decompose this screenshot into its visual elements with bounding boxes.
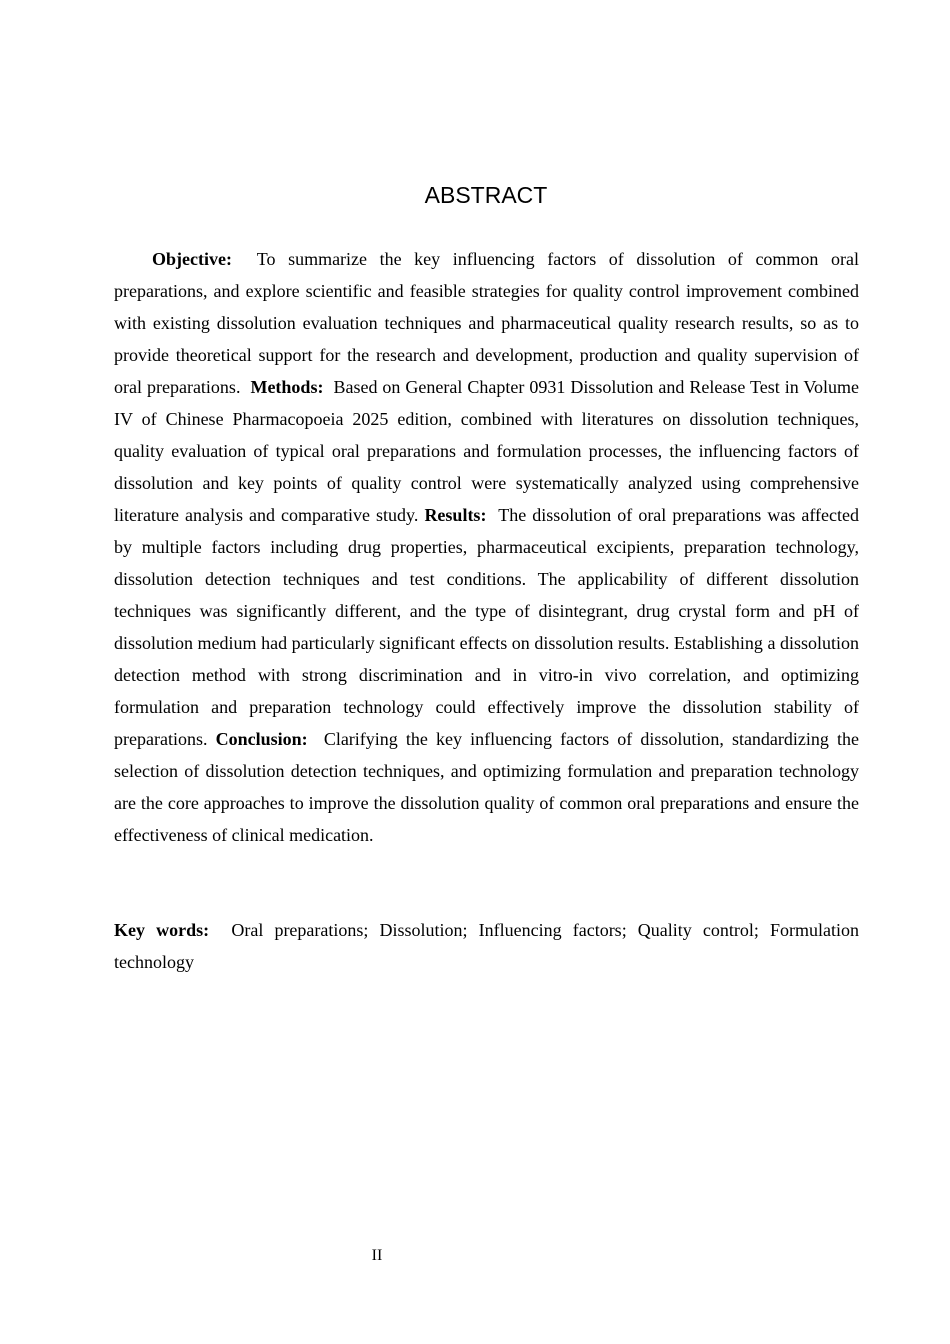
- conclusion-text: Clarifying the key influencing factors of dissolution, standardizing the selection of dissolution detection techniques, and optimizing formulation and preparation technology are the core approaches to improve the dissolution quality of common oral preparations and ensure the effectiveness of clinical medication.: [114, 729, 860, 845]
- page-title: ABSTRACT: [424, 182, 548, 208]
- conclusion-label: Conclusion:: [215, 729, 308, 749]
- objective-label: Objective:: [152, 249, 232, 269]
- methods-label: Methods:: [250, 377, 324, 397]
- keywords-list: Oral preparations; Dissolution; Influencing factors; Quality control; Formulation technology: [114, 920, 859, 972]
- page-number: II: [371, 1247, 383, 1264]
- methods-text: Based on General Chapter 0931 Dissolution and Release Test in Volume IV of Chinese Pharmacopoeia 2025 edition, combined with literatures on dissolution techniques, quality evaluation of typical oral preparations and formulation processes, the influencing factors of dissolution and key points of quality control were systematically analyzed using comprehensive literature analysis and comparative study.: [114, 377, 860, 525]
- keywords-paragraph: [114, 914, 859, 978]
- results-label: Results:: [424, 505, 487, 525]
- abstract-paragraph: [114, 243, 859, 851]
- objective-text: To summarize the key influencing factors of dissolution of common oral preparations, and explore scientific and feasible strategies for quality control improvement combined with existing dissolution evaluation techniques and pharmaceutical quality research results, so as to provide theoretical support for the research and development, production and quality supervision of oral preparations.: [114, 249, 859, 397]
- results-text: The dissolution of oral preparations was affected by multiple factors including drug properties, pharmaceutical excipients, preparation technology, dissolution detection techniques and test conditions. The applicability of different dissolution techniques was significantly different, and the type of disintegrant, drug crystal form and pH of dissolution medium had particularly significant effects on dissolution results. Establishing a dissolution detection method with strong discrimination and in vitro-in vivo correlation, and optimizing formulation and preparation technology could effectively improve the dissolution stability of preparations.: [114, 505, 859, 749]
- keywords-label: Key words:: [114, 920, 210, 940]
